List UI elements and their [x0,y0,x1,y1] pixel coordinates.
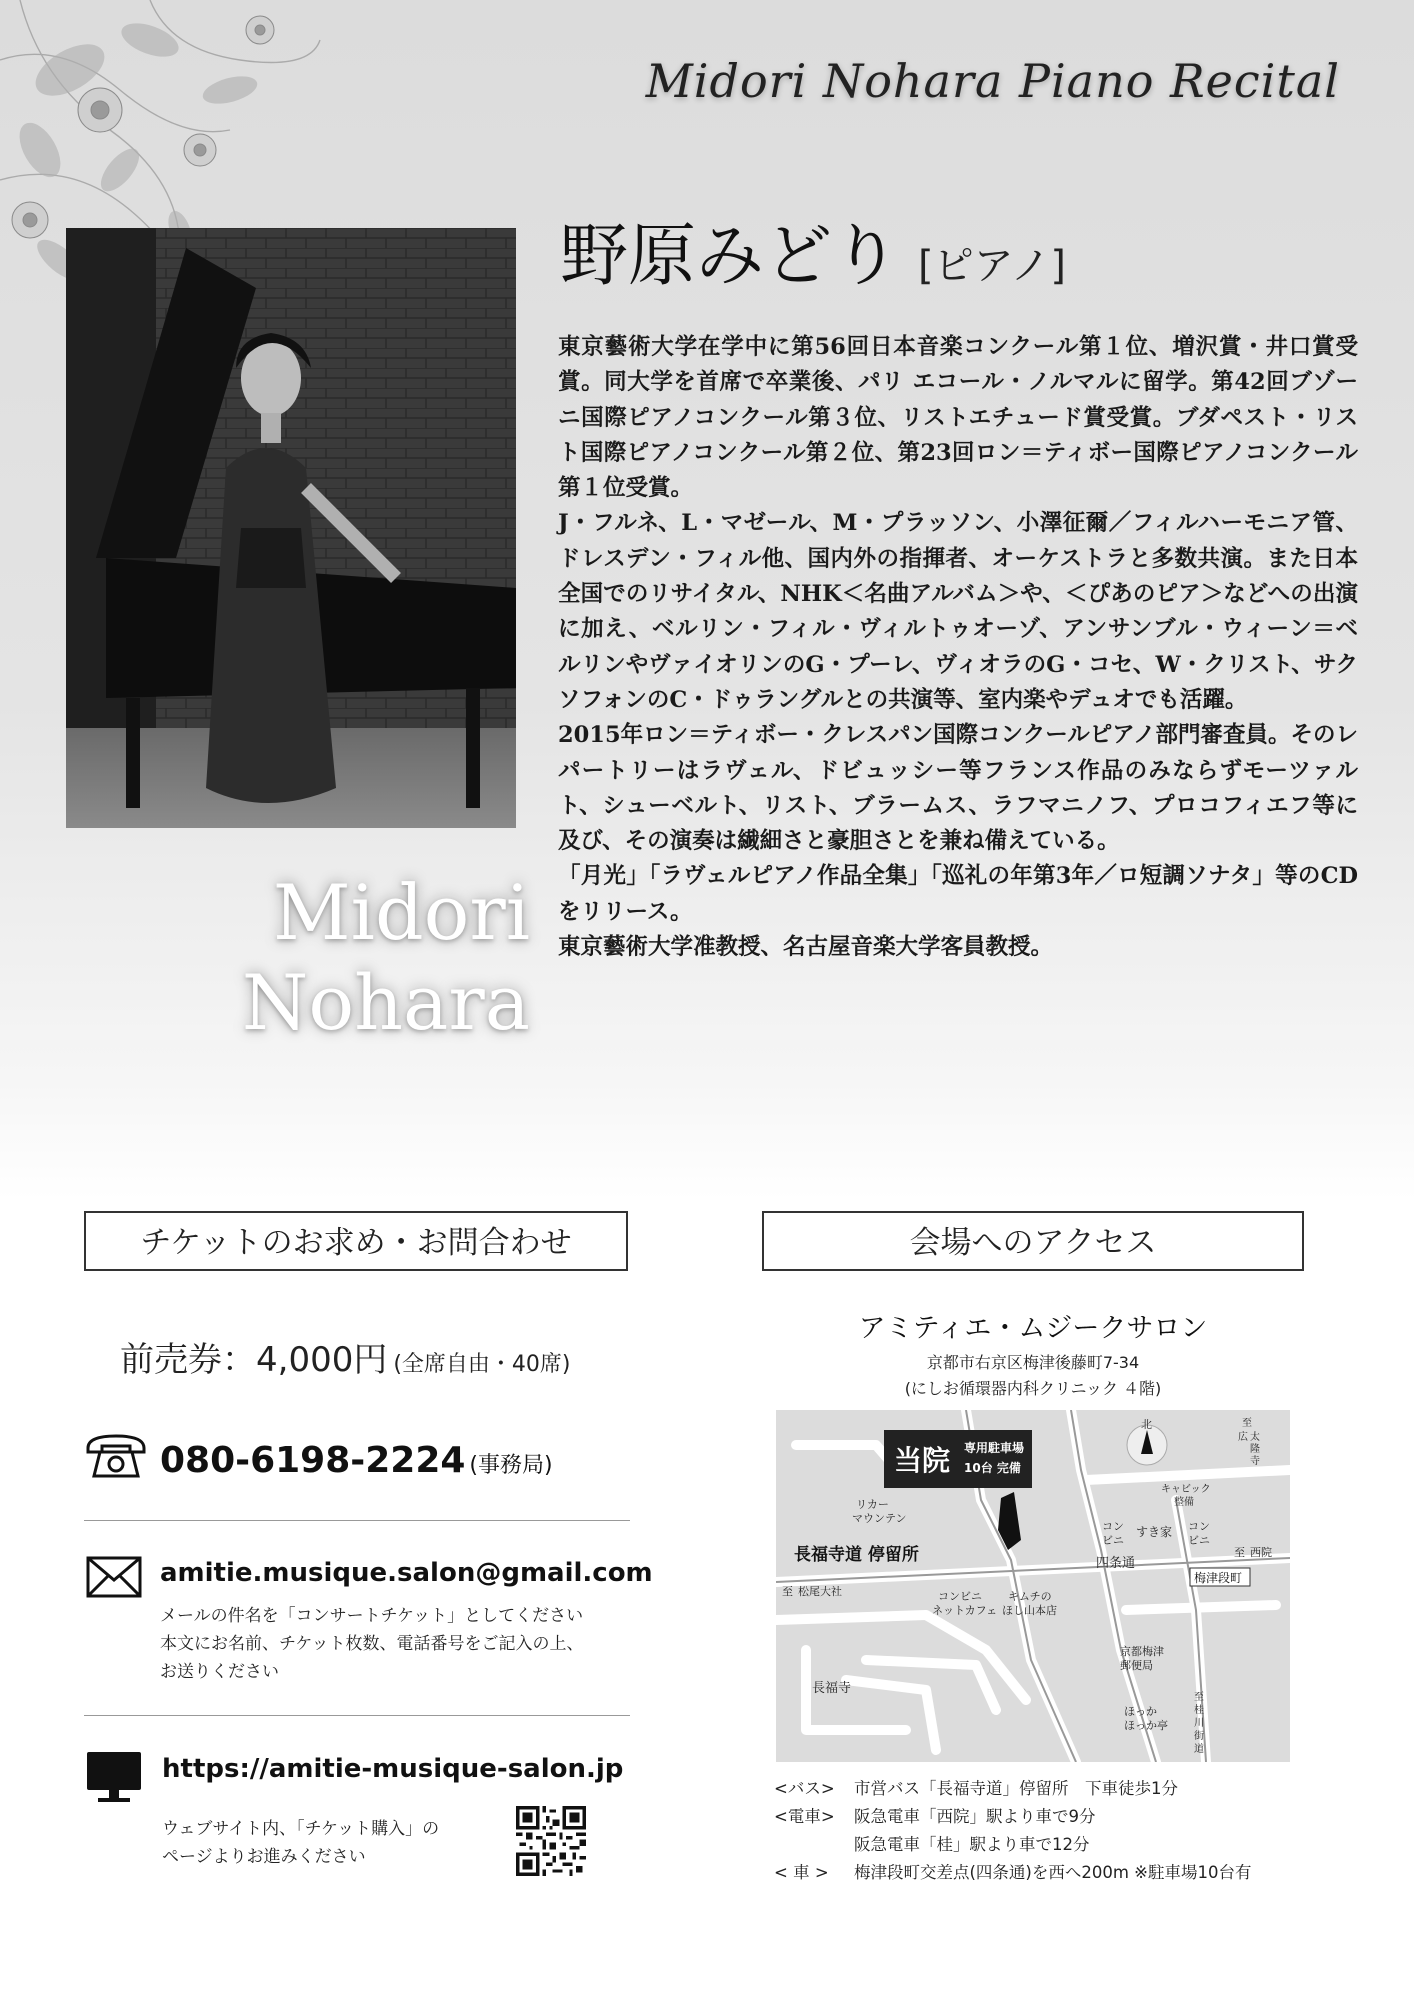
map-conbini-label: コンビニ [938,1590,982,1603]
map-cabic-label: キャビック [1161,1484,1211,1495]
map-conbini-b1: コン [1188,1520,1210,1533]
divider [84,1715,630,1716]
phone-note: (事務局) [469,1453,553,1478]
email-address[interactable]: amitie.musique.salon@gmail.com [160,1558,653,1588]
biography [558,330,1358,965]
map-hokka-label: ほっか [1124,1705,1157,1718]
map-conbini-a1: コン [1102,1520,1124,1533]
bio-paragraph: 「月光」「ラヴェルピアノ作品全集」「巡礼の年第3年／ロ短調ソナタ」等のCDをリリース。 [558,863,1358,925]
map-to-matsuo-label: 松尾大社 [798,1585,842,1598]
qr-code[interactable] [516,1806,586,1876]
direction-text: 阪急電車「西院」駅より車で9分 [854,1807,1096,1826]
monitor-icon [86,1750,142,1804]
phone-icon [84,1430,148,1482]
email-note-line: メールの件名を「コンサートチケット」としてください [160,1606,584,1626]
direction-row [774,1803,1314,1831]
access-section-header: 会場へのアクセス [762,1211,1304,1271]
map-to-katsura-prefix: 至 [1194,1692,1204,1703]
map-shijo-label: 四条通 [1096,1556,1136,1571]
map-to-uzumasa-char: 広 [1238,1432,1248,1443]
venue-name: アミティエ・ムジークサロン [858,1313,1208,1344]
price-note: (全席自由・40席) [393,1352,571,1377]
mail-icon [86,1556,142,1598]
url-note-line: ページよりお進みください [162,1847,366,1867]
price-label: 前売券：4,000円 [120,1340,388,1380]
bio-paragraph: J・フルネ、L・マゼール、M・プラッソン、小澤征爾／フィルハーモニア管、ドレスデン・フィル他、国内外の指揮者、オーケストラと多数共演。また日本全国でのリサイタル、NHK＜名曲アルバム＞や、＜ぴあのピア＞などへの出演に加え、ベルリン・フィル・ヴィルトゥオーゾ、アンサンブル・ウィーン＝ベルリンやヴァイオリンのG・プーレ、ヴィオラのG・コセ、W・クリスト、サクソフォンのC・ドゥラングルとの共演等、室内楽やデュオでも活躍。 [558,510,1358,713]
map-kimchi-label: キムチの [1008,1590,1052,1603]
map-to-uzumasa-char: 隆 [1250,1444,1260,1455]
map-north-label: 北 [1141,1418,1152,1431]
ticket-price [120,1332,571,1381]
map-to-katsura-char: 川 [1194,1718,1204,1729]
email-note-line: お送りください [160,1662,279,1682]
map-to-saiin-prefix: 至 [1234,1546,1245,1559]
direction-row [774,1775,1314,1803]
map-to-katsura-char: 道 [1194,1744,1204,1755]
map-liquor-label-2: マウンテン [852,1512,907,1525]
map-to-saiin-label: 西院 [1250,1546,1272,1559]
map-conbini-a2: ビニ [1102,1534,1124,1547]
direction-row [774,1831,1314,1859]
direction-text: 市営バス「長福寺道」停留所 下車徒歩1分 [854,1779,1178,1798]
map-bus-stop-label: 長福寺道 停留所 [794,1545,919,1565]
direction-label: < 車 > [774,1863,829,1882]
map-parking-label: 専用駐車場 [964,1441,1025,1455]
map-to-uzumasa-char: 太 [1250,1432,1260,1443]
name-english-first: Midori [272,868,530,957]
email-instructions [160,1602,640,1686]
map-to-matsuo-prefix: 至 [782,1585,793,1598]
direction-text: 梅津段町交差点(四条通)を西へ200m ※駐車場10台有 [854,1863,1252,1882]
map-to-uzumasa-char: 寺 [1250,1456,1260,1467]
email-note-line: 本文にお名前、チケット枚数、電話番号をご記入の上、 [160,1634,584,1654]
phone-number[interactable]: 080-6198-2224 [160,1440,466,1481]
venue-address-note: (にしお循環器内科クリニック ４階) [904,1379,1162,1398]
url-note-line: ウェブサイト内、「チケット購入」の [162,1819,440,1839]
map-post-office-label: 京都梅津 [1120,1645,1164,1658]
pianist-photo [66,228,516,828]
map-to-katsura-char: 桂 [1194,1705,1204,1716]
website-instructions [162,1815,502,1871]
map-cabic-label-2: 整備 [1174,1497,1194,1508]
map-venue-label: 当院 [894,1444,951,1477]
access-map [776,1410,1290,1762]
recital-title: Midori Nohara Piano Recital [645,54,1340,108]
name-japanese: 野原みどり [560,217,901,296]
phone-contact [160,1440,553,1481]
bio-paragraph: 東京藝術大学在学中に第56回日本音楽コンクール第１位、増沢賞・井口賞受賞。同大学を首席で卒業後、パリ エコール・ノルマルに留学。第42回ブゾーニ国際ピアノコンクール第３位、リストエチュード賞受賞。ブダペスト・リスト国際ピアノコンクール第２位、第23回ロン＝ティボー国際ピアノコンクール第１位受賞。 [558,334,1358,502]
direction-row [774,1859,1314,1887]
map-parking-count: 10台 完備 [964,1461,1021,1475]
venue-address: 京都市右京区梅津後藤町7-34 [926,1353,1140,1372]
name-english-last: Nohara [241,958,530,1047]
map-hokka-label-2: ほっか亭 [1124,1719,1168,1732]
bio-paragraph: 2015年ロン＝ティボー・クレスパン国際コンクールピアノ部門審査員。そのレパートリーはラヴェル、ドビュッシー等フランス作品のみならずモーツァルト、シューベルト、リスト、ブラームス、ラフマニノフ、プロコフィエフ等に及び、その演奏は繊細さと豪胆さとを兼ね備えている。 [558,722,1358,855]
bio-paragraph: 東京藝術大学准教授、名古屋音楽大学客員教授。 [558,934,1054,961]
direction-label: <バス> [774,1779,835,1798]
map-umezu-label: 梅津段町 [1194,1571,1243,1585]
map-netcafe-label: ネットカフェ [932,1604,998,1617]
name-english [180,868,530,1048]
instrument-label: [ピアノ] [918,243,1067,289]
map-sukiya-label: すき家 [1136,1525,1173,1539]
map-liquor-label: リカー [856,1498,889,1511]
map-to-katsura-char: 街 [1194,1731,1204,1742]
ticket-section-header: チケットのお求め・お問合わせ [84,1211,628,1271]
divider [84,1520,630,1521]
map-to-uzumasa-prefix: 至 [1242,1418,1252,1429]
map-conbini-b2: ビニ [1188,1534,1210,1547]
map-chofukuji-label: 長福寺 [812,1681,852,1696]
venue-address-block [762,1350,1304,1402]
name-japanese-block [560,212,1066,311]
direction-label: <電車> [774,1807,835,1826]
website-url[interactable]: https://amitie-musique-salon.jp [162,1754,624,1784]
map-post-office-label-2: 郵便局 [1120,1659,1153,1672]
map-kimchi-label-2: ほし山本店 [1002,1604,1057,1617]
direction-label [774,1831,854,1859]
directions-list [774,1775,1314,1887]
direction-text: 阪急電車「桂」駅より車で12分 [854,1835,1090,1854]
